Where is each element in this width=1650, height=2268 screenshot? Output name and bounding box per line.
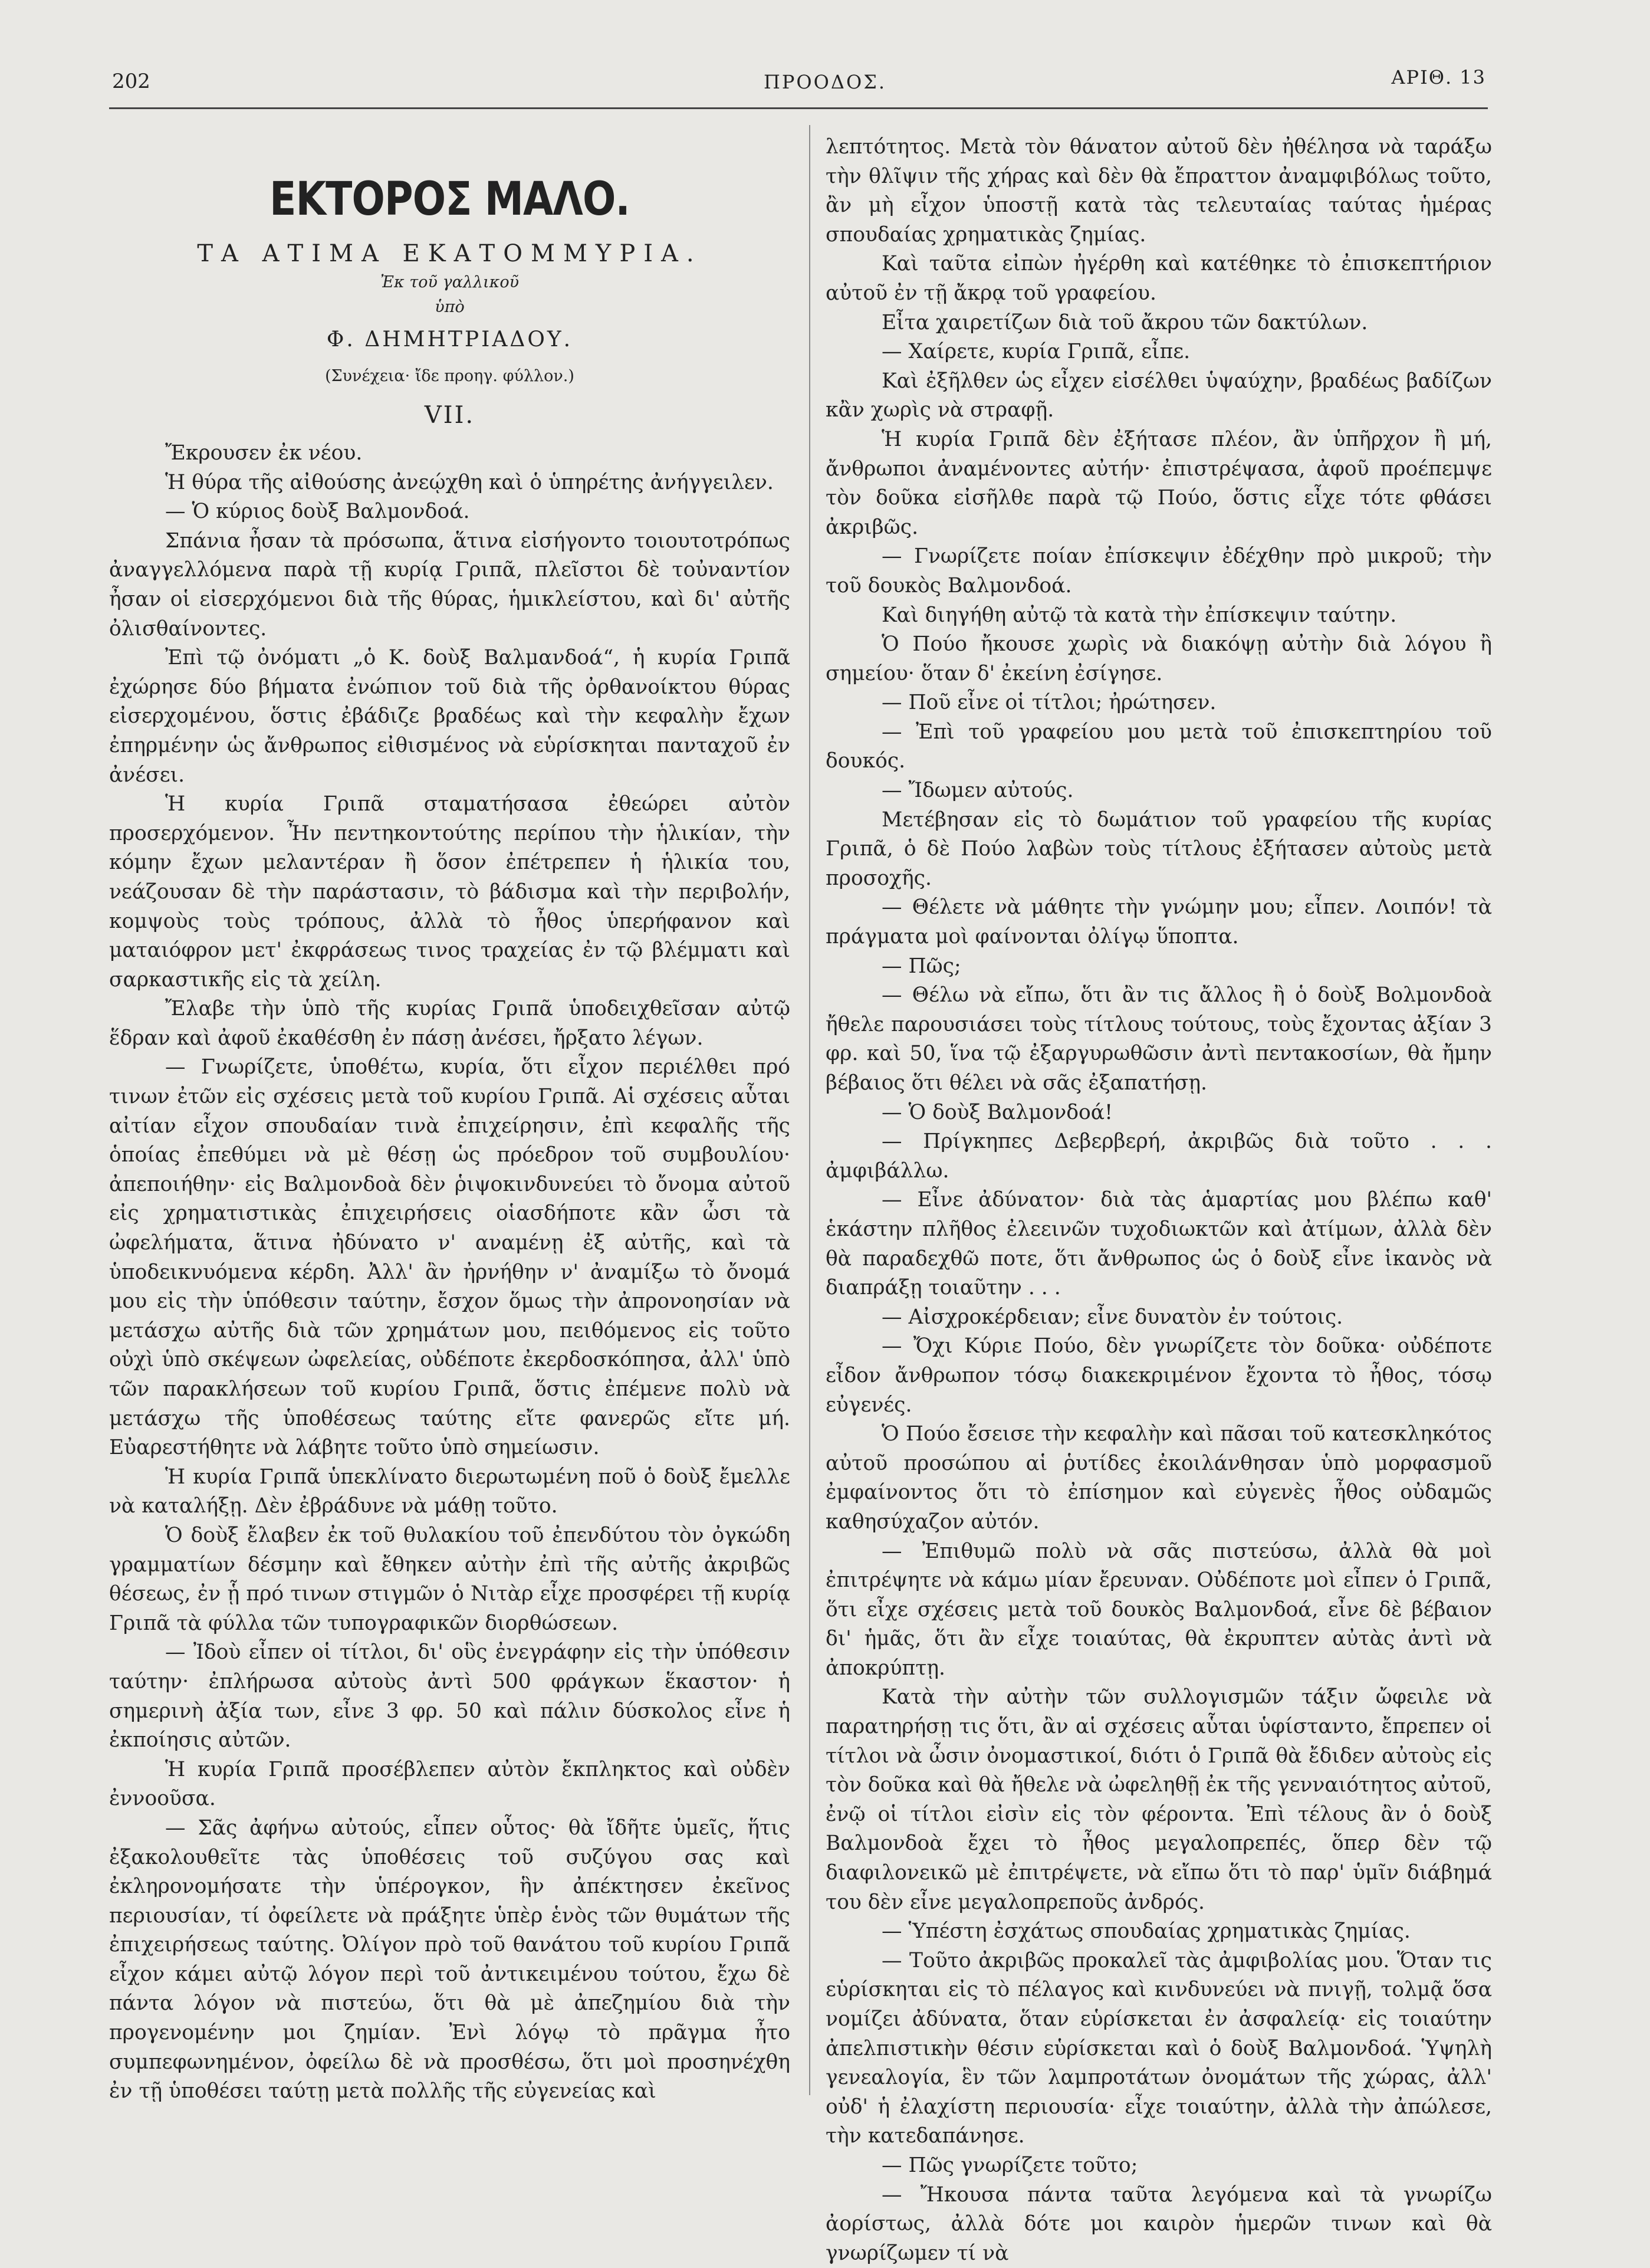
paragraph: — Γνωρίζετε ποίαν ἐπίσκεψιν ἐδέχθην πρὸ μικροῦ; τὴν τοῦ δουκὸς Βαλμονδοά. <box>826 544 1492 598</box>
paragraph: Ἐπὶ τῷ ὀνόματι „ὁ Κ. δοὺξ Βαλμανδοά“, ἡ κυρία Γριπᾶ ἐχώρησε δύο βήματα ἐνώπιον τοῦ διὰ τῆς ὀρθανοίκτου θύρας εἰσερχομένου, ὅστις ἐβάδιζε βραδέως καὶ τὴν κεφαλὴν ἔχων ἐπηρμένην ὡς ἄνθρωπος εἰθισμένος νὰ εὑρίσκηται πανταχοῦ ἐν ἀνέσει. <box>109 646 790 787</box>
continuation-note: (Συνέχεια· ἴδε προηγ. φύλλον.) <box>325 367 574 385</box>
article-title: ΤΑ ΑΤΙΜΑ ΕΚΑΤΟΜΜΥΡΙΑ. <box>197 240 702 267</box>
running-head <box>0 66 1650 105</box>
paragraph: — Ποῦ εἶνε οἱ τίτλοι; ἠρώτησεν. <box>882 691 1217 715</box>
paragraph: — Ἤκουσα πάντα ταῦτα λεγόμενα καὶ τὰ γνωρίζω ἀορίστως, ἀλλὰ δότε μοι καιρὸν ἡμερῶν τινων καὶ θὰ γνωρίζωμεν τί νὰ <box>826 2182 1492 2265</box>
paragraph: Ἡ κυρία Γριπᾶ ὑπεκλίνατο διερωτωμένη ποῦ ὁ δοὺξ ἔμελλε νὰ καταλήξῃ. Δὲν ἐβράδυνε νὰ μάθῃ τοῦτο. <box>109 1465 790 1518</box>
paragraph: — Σᾶς ἀφήνω αὐτούς, εἶπεν οὗτος· θὰ ἴδῆτε ὑμεῖς, ἥτις ἐξακολουθεῖτε τὰς ὑποθέσεις τοῦ συζύγου σας καὶ ἐκληρονομήσατε τὴν ὑπέρογκον, ἣν ἀπέκτησεν ἐκεῖνος περιουσίαν, τί ὀφείλετε νὰ πράξητε ὑπὲρ ἑνὸς τῶν θυμάτων τῆς ἐπιχειρήσεως ταύτης. Ὀλίγον πρὸ τοῦ θανάτου τοῦ κυρίου Γριπᾶ εἶχον κάμει αὐτῷ λόγον περὶ τοῦ ἀντικειμένου τούτου, ἔχω δὲ πάντα λόγον νὰ πιστεύω, ὅτι θὰ μὲ ἀπεζημίου διὰ τὴν προγενομένην μοι ζημίαν. Ἐνὶ λόγῳ τὸ πρᾶγμα ἦτο συμπεφωνημένον, ὀφείλω δὲ νὰ προσθέσω, ὅτι μοὶ προσηνέχθη ἐν τῇ ὑποθέσει ταύτῃ μετὰ πολλῆς τῆς εὐγενείας καὶ <box>109 1816 790 2103</box>
paragraph: — Τοῦτο ἀκριβῶς προκαλεῖ τὰς ἀμφιβολίας μου. Ὅταν τις εὑρίσκηται εἰς τὸ πέλαγος καὶ κινδυνεύει νὰ πνιγῇ, τολμᾷ ὅσα νομίζει ἀδύνατα, ὅταν εὑρίσκεται ἐν ἀσφαλείᾳ· εἰς τοιαύτην ἀπελπιστικὴν θέσιν εὑρίσκεται καὶ ὁ δοὺξ Βαλμονδοά. Ὑψηλὴ γενεαλογία, ἓν τῶν λαμπροτάτων ὀνομάτων τῆς χώρας, ἀλλ' οὐδ' ἡ ἐλαχίστη περιουσία· εἶχε τοιαύτην, ἀλλὰ τὴν ἀπώλεσε, τὴν κατεδαπάνησε. <box>826 1948 1492 2148</box>
paragraph: — Θέλετε νὰ μάθητε τὴν γνώμην μου; εἶπεν. Λοιπόν! τὰ πράγματα μοὶ φαίνονται ὀλίγῳ ὕποπτα. <box>826 895 1492 949</box>
paragraph: — Ἐπιθυμῶ πολὺ νὰ σᾶς πιστεύσω, ἀλλὰ θὰ μοὶ ἐπιτρέψητε νὰ κάμω μίαν ἔρευναν. Οὐδέποτε μοὶ εἶπεν ὁ Γριπᾶ, ὅτι εἶχε σχέσεις μετὰ τοῦ δουκὸς Βαλμονδοά, εἶνε δὲ βέβαιον δι' ἡμᾶς, ὅτι ἂν εἶχε τοιαύτας, θὰ ἐκρυπτεν αὐτὰς ἀντὶ νὰ ἀποκρύπτῃ. <box>826 1539 1492 1680</box>
paragraph: — Ἴδωμεν αὐτούς. <box>882 779 1074 803</box>
column-divider <box>809 125 810 2095</box>
paragraph: Ἡ κυρία Γριπᾶ σταματήσασα ἐθεώρει αὐτὸν προσερχόμενον. Ἦν πεντηκοντούτης περίπου τὴν ἡλικίαν, τὴν κόμην ἔχων μελαντέραν ἢ ὅσον ἐπέτρεπεν ἡ ἡλικία του, νεάζουσαν δὲ τὴν παράστασιν, τὸ βάδισμα καὶ τὴν περιβολήν, κομψοὺς τοὺς τρόπους, ἀλλὰ τὸ ἦθος ὑπερήφανον καὶ ματαιόφρον μετ' ἐκφράσεως τινος τραχείας ἐν τῷ βλέμματι καὶ σαρκαστικῆς εἰς τὰ χείλη. <box>109 792 790 992</box>
paragraph: — Πρίγκηπες Δεβερβερή, ἀκριβῶς διὰ τοῦτο . . . ἀμφιβάλλω. <box>826 1130 1492 1183</box>
paragraph: Ἡ θύρα τῆς αἰθούσης ἀνεῴχθη καὶ ὁ ὑπηρέτης ἀνήγγειλεν. <box>165 470 774 494</box>
paragraph: Ἡ κυρία Γριπᾶ δὲν ἐξήτασε πλέον, ἂν ὑπῆρχον ἢ μή, ἄνθρωποι ἀναμένοντες αὐτήν· ἐπιστρέψασα, ἀφοῦ προέπεμψε τὸν δοῦκα εἰσῆλθε παρὰ τῷ Πούο, ὅστις εἶχε τότε φθάσει ἀκριβῶς. <box>826 427 1492 539</box>
paragraph: — Εἶνε ἀδύνατον· διὰ τὰς ἁμαρτίας μου βλέπω καθ' ἑκάστην πλῆθος ἐλεεινῶν τυχοδιωκτῶν καὶ ἀτίμων, ἀλλὰ δὲν θὰ παραδεχθῶ ποτε, ὅτι ἄνθρωπος ὡς ὁ δοὺξ εἶνε ἱκανὸς νὰ διαπράξῃ τοιαῦτην . . . <box>826 1188 1492 1300</box>
paragraph: Καὶ ταῦτα εἰπὼν ἠγέρθη καὶ κατέθηκε τὸ ἐπισκεπτήριον αὐτοῦ ἐν τῇ ἄκρᾳ τοῦ γραφείου. <box>826 252 1492 305</box>
paragraph: — Ὑπέστη ἐσχάτως σπουδαίας χρηματικὰς ζημίας. <box>882 1919 1411 1944</box>
paragraph: Καὶ ἐξῆλθεν ὡς εἶχεν εἰσέλθει ὑψαύχην, βραδέως βαδίζων κἂν χωρὶς νὰ στραφῇ. <box>826 369 1492 422</box>
article-author-heading: ΕΚΤΟΡΟΣ ΜΑΛΟ. <box>269 173 630 226</box>
left-column <box>109 136 790 2106</box>
paragraph: Ὁ Πούο ἤκουσε χωρὶς νὰ διακόψῃ αὐτὴν διὰ λόγου ἢ σημείου· ὅταν δ' ἐκείνη ἐσίγησε. <box>826 632 1492 685</box>
paragraph: Καὶ διηγήθη αὐτῷ τὰ κατὰ τὴν ἐπίσκεψιν ταύτην. <box>882 603 1397 627</box>
journal-title: ΠΡΟΟΔΟΣ. <box>763 71 887 93</box>
paragraph: Ἡ κυρία Γριπᾶ προσέβλεπεν αὐτὸν ἔκπληκτος καὶ οὐδὲν ἐννοοῦσα. <box>109 1757 790 1811</box>
paragraph: — Θέλω νὰ εἴπω, ὅτι ἂν τις ἄλλος ἢ ὁ δοὺξ Βολμονδοὰ ἤθελε παρουσιάσει τοὺς τίτλους τούτους, τοὺς ἔχοντας ἀξίαν 3 φρ. καὶ 50, ἵνα τῷ ἐξαργυρωθῶσιν ἀντὶ πεντακοσίων, θὰ ἤμην βέβαιος ὅτι θέλει νὰ σᾶς ἐξαπατήσῃ. <box>826 983 1492 1095</box>
paragraph: — Γνωρίζετε, ὑποθέτω, κυρία, ὅτι εἶχον περιέλθει πρό τινων ἐτῶν εἰς σχέσεις μετὰ τοῦ κυρίου Γριπᾶ. Αἱ σχέσεις αὗται αἰτίαν εἶχον σπουδαίαν τινὰ ἐπιχείρησιν, ἐπὶ κεφαλῆς τῆς ὁποίας ἐπεθύμει νὰ μὲ θέσῃ ὡς πρόεδρον τοῦ συμβουλίου· ἀπεποιήθην· εἰς Βαλμονδοὰ δὲν ῥιψοκινδυνεύει τὸ ὄνομα αὐτοῦ εἰς χρηματιστικὰς ἐπιχειρήσεις οἱασδήποτε κἂν ὦσι τὰ ὠφελήματα, ἅτινα ἠδύνατο ν' αναμένῃ ἐξ αὐτῆς, καὶ τὰ ὑποδεικνυόμενα κέρδη. Ἀλλ' ἂν ἠρνήθην ν' ἀναμίξω τὸ ὄνομά μου εἰς τὴν ὑπόθεσιν ταύτην, ἔσχον ὅμως τὴν ἀπρονοησίαν νὰ μετάσχω αὐτῆς διὰ τῶν χρημάτων μου, πειθόμενος εἰς τοῦτο οὐχὶ ὑπὸ σκέψεων ὠφελείας, οὐδέποτε ἐκερδοσκόπησα, ἀλλ' ὑπὸ τῶν παρακλήσεων τοῦ κυρίου Γριπᾶ, ὅστις ἐπέμενε πολὺ νὰ μετάσχω τῆς ὑποθέσεως ταύτης εἴτε φανερῶς εἴτε μή. Εὐαρεστήθητε νὰ λάβητε τοῦτο ὑπὸ σημείωσιν. <box>109 1055 790 1460</box>
paragraph: Κατὰ τὴν αὐτὴν τῶν συλλογισμῶν τάξιν ὤφειλε νὰ παρατηρήσῃ τις ὅτι, ἂν αἱ σχέσεις αὗται ὑφίσταντο, ἔπρεπεν οἱ τίτλοι νὰ ὦσιν ὀνομαστικοί, διότι ὁ Γριπᾶ θὰ ἔδιδεν αὐτοὺς εἰς τὸν δοῦκα καὶ θὰ ἤθελε νὰ ὠφεληθῇ ἐκ τῆς γενναιότητος αὐτοῦ, ἐνῷ οἱ τίτλοι εἰσὶν εἰς τὸν φέροντα. Ἐπὶ τέλους ἂν ὁ δοὺξ Βαλμονδοὰ ἔχει τὸ ἦθος μεγαλοπρεπές, ὅπερ δὲν τῷ διαφιλονεικῶ μὲ ἐπιτρέψετε, νὰ εἴπω ὅτι τὸ παρ' ὑμῖν διάβημά του δὲν εἶνε μεγαλοπρεποῦς ἀνδρός. <box>826 1685 1492 1914</box>
paragraph: Ὁ Πούο ἔσεισε τὴν κεφαλὴν καὶ πᾶσαι τοῦ κατεσκληκότος αὐτοῦ προσώπου αἱ ῥυτίδες ἐκοιλάνθησαν ὑπὸ μορφασμοῦ ἐμφαίνοντος ὅτι τὸ ἐπίσημον καὶ εὐγενὲς ἦθος οὐδαμῶς καθησύχαζον αὐτόν. <box>826 1422 1492 1534</box>
paragraph: Εἶτα χαιρετίζων διὰ τοῦ ἄκρου τῶν δακτύλων. <box>882 310 1368 334</box>
paragraph: — Ὄχι Κύριε Πούο, δὲν γνωρίζετε τὸν δοῦκα· οὐδέποτε εἶδον ἄνθρωπον τόσῳ διακεκριμένον ἔχοντα τὸ ἦθος, τόσῳ εὐγενές. <box>826 1334 1492 1417</box>
paragraph: Σπάνια ἦσαν τὰ πρόσωπα, ἅτινα εἰσήγοντο τοιουτοτρόπως ἀναγγελλόμενα παρὰ τῇ κυρίᾳ Γριπᾶ, πλεῖστοι δὲ τοὐναντίον ἦσαν οἱ εἰσερχόμενοι διὰ τῆς θύρας, ἡμικλείστου, καὶ δι' αὐτῆς ὀλισθαίνοντες. <box>109 529 790 641</box>
paragraph: Ἔλαβε τὴν ὑπὸ τῆς κυρίας Γριπᾶ ὑποδειχθεῖσαν αὐτῷ ἕδραν καὶ ἀφοῦ ἐκαθέσθη ἐν πάσῃ ἀνέσει, ἤρξατο λέγων. <box>109 997 790 1050</box>
page-number: 202 <box>112 70 150 93</box>
paragraph: — Ὁ δοὺξ Βαλμονδοά! <box>882 1100 1113 1124</box>
translation-by: ὑπὸ <box>435 298 465 316</box>
paragraph: — Αἰσχροκέρδειαν; εἶνε δυνατὸν ἐν τούτοις. <box>882 1305 1343 1329</box>
header-rule <box>109 107 1488 109</box>
paragraph: — Ἰδοὺ εἶπεν οἱ τίτλοι, δι' οὓς ἐνεγράφην εἰς τὴν ὑπόθεσιν ταύτην· ἐπλήρωσα αὐτοὺς ἀντὶ 500 φράγκων ἕκαστον· ἡ σημερινὴ ἀξία των, εἶνε 3 φρ. 50 καὶ πάλιν δύσκολος εἶνε ἡ ἐκποίησις αὐτῶν. <box>109 1640 790 1752</box>
paragraph: λεπτότητος. Μετὰ τὸν θάνατον αὐτοῦ δὲν ἠθέλησα νὰ ταράξω τὴν θλῖψιν τῆς χήρας καὶ δὲν θὰ ἔπραττον ἀναμφιβόλως τοῦτο, ἂν μὴ εἶχον ὑποστῇ κατὰ τὰς τελευταίας ταύτας ἡμέρας σπουδαίας χρηματικὰς ζημίας. <box>826 135 1492 247</box>
right-column <box>826 133 1492 2268</box>
paragraph: — Πῶς γνωρίζετε τοῦτο; <box>882 2153 1138 2177</box>
issue-number: ΑΡΙΘ. 13 <box>1391 66 1486 88</box>
translator-name: Φ. ΔΗΜΗΤΡΙΑΔΟΥ. <box>326 327 573 352</box>
paragraph: — Πῶς; <box>882 954 961 978</box>
translation-note: Ἐκ τοῦ γαλλικοῦ <box>380 273 520 291</box>
paragraph: Μετέβησαν εἰς τὸ δωμάτιον τοῦ γραφείου τῆς κυρίας Γριπᾶ, ὁ δὲ Πούο λαβὼν τοὺς τίτλους ἐξήτασεν αὐτοὺς μετὰ προσοχῆς. <box>826 808 1492 890</box>
paragraph: — Ἐπὶ τοῦ γραφείου μου μετὰ τοῦ ἐπισκεπτηρίου τοῦ δουκός. <box>826 720 1492 773</box>
paragraph: — Ὁ κύριος δοὺξ Βαλμονδοά. <box>165 500 470 524</box>
paragraph: Ὁ δοὺξ ἔλαβεν ἐκ τοῦ θυλακίου τοῦ ἐπενδύτου τὸν ὀγκώδη γραμματίων δέσμην καὶ ἔθηκεν αὐτὴν ἐπὶ τῆς αὐτῆς ἀκριβῶς θέσεως, ἐν ᾗ πρό τινων στιγμῶν ὁ Νιτὰρ εἶχε προσφέρει τῇ κυρίᾳ Γριπᾶ τὰ φύλλα τῶν τυπογραφικῶν διορθώσεων. <box>109 1523 790 1635</box>
paragraph: — Χαίρετε, κυρία Γριπᾶ, εἶπε. <box>882 340 1191 364</box>
paragraph: Ἔκρουσεν ἐκ νέου. <box>165 441 363 465</box>
chapter-number: VII. <box>424 402 475 429</box>
